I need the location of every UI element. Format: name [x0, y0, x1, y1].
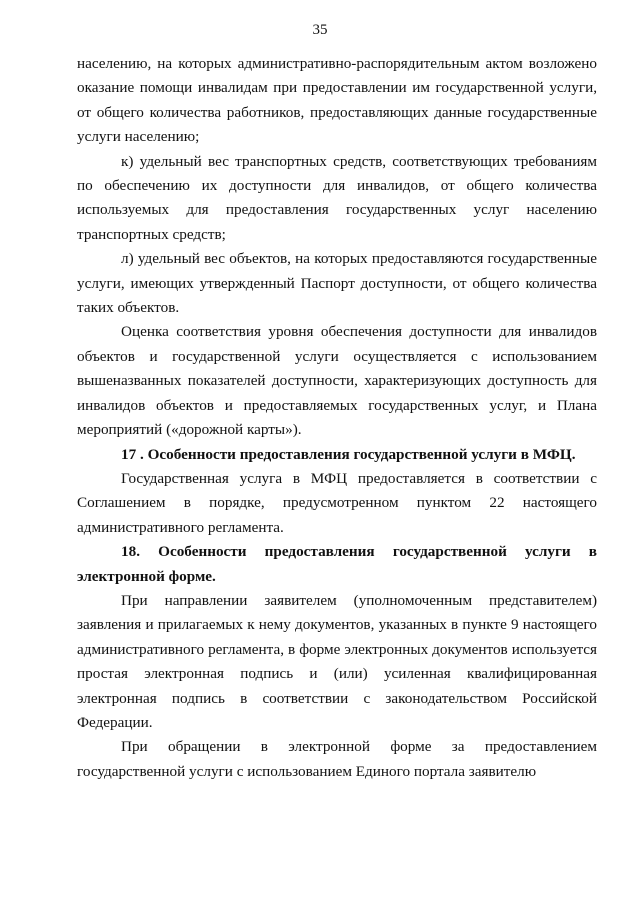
paragraph-item-l: л) удельный вес объектов, на которых предоставляются государственные услуги, имеющих утвержденный Паспорт доступности, от общего количества таких объектов.: [77, 250, 597, 317]
paragraph-mfc: Государственная услуга в МФЦ предоставляется в соответствии с Соглашением в порядке, предусмотренном пунктом 22 настоящего административного регламента.: [77, 469, 597, 536]
document-body: [77, 52, 597, 784]
page-number: 35: [312, 22, 328, 38]
section-heading-18: 18. Особенности предоставления государственной услуги в электронной форме.: [77, 543, 597, 585]
paragraph-assessment: Оценка соответствия уровня обеспечения доступности для инвалидов объектов и государственной услуги осуществляется с использованием вышеназванных показателей доступности, характеризующих доступность для инвалидов объектов и предоставляемых государственных услуг, и Плана мероприятий («дорожной карты»).: [77, 323, 597, 439]
paragraph-item-k: к) удельный вес транспортных средств, соответствующих требованиям по обеспечению их доступности для инвалидов, от общего количества используемых для предоставления государственных услуг населению транспортных средств;: [77, 152, 597, 243]
section-heading-17: 17 . Особенности предоставления государственной услуги в МФЦ.: [121, 445, 576, 463]
paragraph-electronic-signature: При направлении заявителем (уполномоченным представителем) заявления и прилагаемых к нему документов, указанных в пункте 9 настоящего административного регламента, в форме электронных документов используется простая электронная подпись и (или) усиленная квалифицированная электронная подпись в соответствии с законодательством Российской Федерации.: [77, 591, 597, 731]
paragraph-continuation: населению, на которых административно-распорядительным актом возложено оказание помощи инвалидам при предоставлении им государственной услуги, от общего количества работников, предоставляющих данные государственные услуги населению;: [77, 55, 597, 146]
paragraph-electronic-request: При обращении в электронной форме за предоставлением государственной услуги с использованием Единого портала заявителю: [77, 738, 597, 780]
